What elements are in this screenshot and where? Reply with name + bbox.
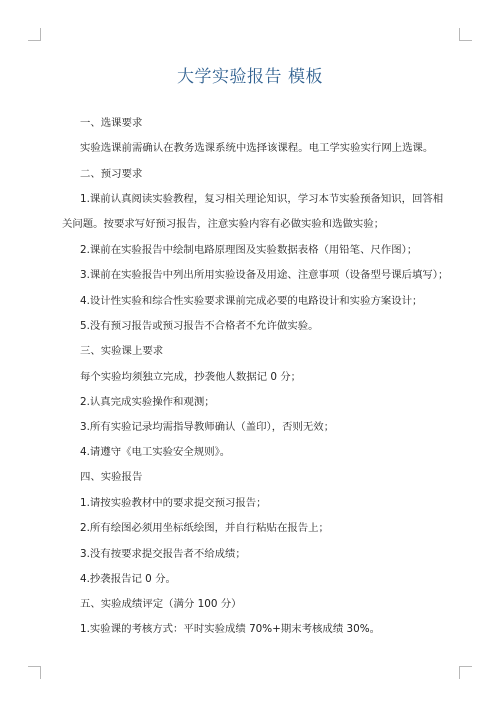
paragraph-line: 实验选课前需确认在教务选课系统中选择该课程。电工学实验实行网上选课。 — [80, 142, 434, 154]
paragraph-line: 1.实验课的考核方式：平时实验成绩 70%+期末考核成绩 30%。 — [80, 623, 381, 635]
crop-mark-top-left — [28, 28, 41, 41]
crop-mark-top-right — [459, 28, 472, 41]
paragraph-line: 1.课前认真阅读实验教程，复习相关理论知识，学习本节实验预备知识，回答相 — [80, 193, 444, 205]
paragraph-line: 5.没有预习报告或预习报告不合格者不允许做实验。 — [80, 320, 319, 332]
section-heading-course-selection: 一、选课要求 — [80, 117, 143, 129]
paragraph-line: 关问题。按要求写好预习报告，注意实验内容有必做实验和选做实验； — [62, 218, 385, 230]
paragraph-line: 每个实验均须独立完成，抄袭他人数据记 0 分； — [80, 371, 302, 383]
section-heading-in-class: 三、实验课上要求 — [80, 345, 164, 357]
paragraph-line: 3.课前在实验报告中列出所用实验设备及用途、注意事项（设备型号课后填写）； — [80, 269, 449, 281]
section-heading-preview: 二、预习要求 — [80, 168, 143, 180]
paragraph-line: 4.抄袭报告记 0 分。 — [80, 573, 176, 585]
paragraph-line: 4.请遵守《电工实验安全规则》。 — [80, 446, 231, 458]
section-heading-report: 四、实验报告 — [80, 471, 143, 483]
paragraph-line: 2.课前在实验报告中绘制电路原理图及实验数据表格（用铅笔、尺作图）； — [80, 244, 418, 256]
paragraph-line: 3.没有按要求提交报告者不给成绩； — [80, 548, 246, 560]
paragraph-line: 2.所有绘图必须用坐标纸绘图，并自行粘贴在报告上； — [80, 522, 329, 534]
document-title: 大学实验报告 模板 — [177, 67, 323, 87]
crop-mark-bottom-right — [459, 666, 472, 679]
paragraph-line: 3.所有实验记录均需指导教师确认（盖印），否则无效； — [80, 421, 335, 433]
crop-mark-bottom-left — [28, 666, 41, 679]
paragraph-line: 1.请按实验教材中的要求提交预习报告； — [80, 497, 267, 509]
paragraph-line: 2.认真完成实验操作和观测； — [80, 396, 215, 408]
paragraph-line: 4.设计性实验和综合性实验要求课前完成必要的电路设计和实验方案设计； — [80, 295, 423, 307]
section-heading-grading: 五、实验成绩评定（满分 100 分） — [80, 598, 242, 610]
